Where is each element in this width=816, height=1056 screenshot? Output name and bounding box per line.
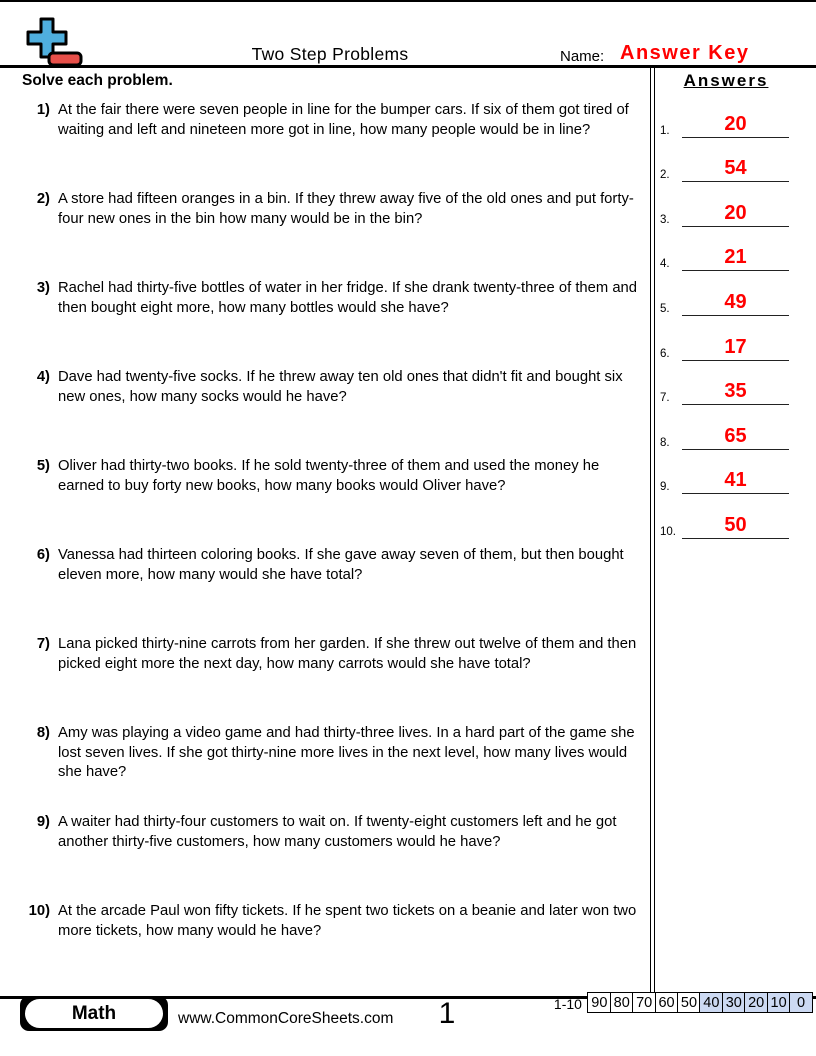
score-cell: 90 xyxy=(587,992,611,1013)
page-title: Two Step Problems xyxy=(251,44,409,64)
answer-value: 65 xyxy=(682,425,789,450)
answer-number: 2. xyxy=(660,169,670,181)
problem-text: A waiter had thirty-four customers to wait on. If twenty-eight customers left and he got another thirty-five customers, how many customers would he have? xyxy=(58,814,617,850)
answer-value: 20 xyxy=(682,113,789,138)
answer-number: 5. xyxy=(660,303,670,315)
answer-row xyxy=(656,508,796,539)
problem-text: Amy was playing a video game and had thirty-three lives. In a hard part of the game she lost seven lives. If she got thirty-nine more lives in the next level, how many lives would she have? xyxy=(58,725,635,781)
problem-item xyxy=(28,190,646,229)
answer-value: 49 xyxy=(682,291,789,316)
problem-item xyxy=(28,457,646,496)
answers-column-divider xyxy=(650,66,655,993)
answer-number: 10. xyxy=(660,526,676,538)
answer-number: 7. xyxy=(660,392,670,404)
answer-value: 35 xyxy=(682,380,789,405)
score-cell: 80 xyxy=(610,992,634,1013)
problem-item xyxy=(28,635,646,674)
answer-row xyxy=(656,285,796,316)
score-cell: 10 xyxy=(767,992,791,1013)
problem-text: At the arcade Paul won fifty tickets. If he spent two tickets on a beanie and later won two more tickets, how many would he have? xyxy=(58,903,637,939)
page-number: 1 xyxy=(438,997,456,1030)
problem-number: 9) xyxy=(36,814,50,830)
problem-item xyxy=(28,546,646,585)
answer-number: 8. xyxy=(660,437,670,449)
answer-row xyxy=(656,419,796,450)
score-cell: 40 xyxy=(699,992,723,1013)
answer-value: 20 xyxy=(682,202,789,227)
problem-text: Oliver had thirty-two books. If he sold twenty-three of them and used the money he earned to buy forty new books, how many books would Oliver have? xyxy=(58,458,600,494)
answer-row xyxy=(656,374,796,405)
problem-text: Vanessa had thirteen coloring books. If she gave away seven of them, but then bought eleven more, how many would she have total? xyxy=(58,547,624,583)
answer-value: 21 xyxy=(682,246,789,271)
score-range-label: 1-10 xyxy=(553,996,582,1012)
answer-value: 41 xyxy=(682,469,789,494)
header-divider xyxy=(0,65,816,68)
problem-text: At the fair there were seven people in line for the bumper cars. If six of them got tired of waiting and left and nineteen more got in line, how many people would be in line? xyxy=(58,102,629,138)
problem-item xyxy=(28,724,646,783)
subject-badge xyxy=(20,996,168,1031)
problem-text: A store had fifteen oranges in a bin. If they threw away five of the old ones and put forty-four new ones in the bin how many would be in the bin? xyxy=(58,191,634,227)
name-label: Name: xyxy=(560,48,605,65)
answer-row xyxy=(656,463,796,494)
problem-item xyxy=(28,279,646,318)
problem-number: 1) xyxy=(36,102,50,118)
problem-number: 2) xyxy=(36,191,50,207)
problem-number: 6) xyxy=(36,547,50,563)
problem-number: 4) xyxy=(36,369,50,385)
score-cell: 0 xyxy=(789,992,813,1013)
answers-header: Answers xyxy=(683,71,769,90)
answer-number: 6. xyxy=(660,348,670,360)
answer-key-label: Answer Key xyxy=(620,42,750,64)
problem-number: 10) xyxy=(28,903,50,919)
answer-row xyxy=(656,240,796,271)
answer-value: 17 xyxy=(682,336,789,361)
problem-number: 3) xyxy=(36,280,50,296)
answer-value: 54 xyxy=(682,157,789,182)
page-top-border xyxy=(0,0,816,2)
answer-row xyxy=(656,330,796,361)
score-table xyxy=(554,992,813,1013)
answer-value: 50 xyxy=(682,514,789,539)
problem-number: 8) xyxy=(36,725,50,741)
subject-label: Math xyxy=(25,999,163,1028)
score-cell: 30 xyxy=(722,992,746,1013)
score-cell: 20 xyxy=(744,992,768,1013)
problem-number: 7) xyxy=(36,636,50,652)
problem-item xyxy=(28,368,646,407)
answer-row xyxy=(656,107,796,138)
answer-number: 4. xyxy=(660,258,670,270)
problem-number: 5) xyxy=(36,458,50,474)
problem-item xyxy=(28,101,646,140)
answer-row xyxy=(656,151,796,182)
website-url: www.CommonCoreSheets.com xyxy=(178,1010,394,1027)
problem-text: Rachel had thirty-five bottles of water in her fridge. If she drank twenty-three of them and then bought eight more, how many bottles would she have? xyxy=(58,280,638,316)
problem-item xyxy=(28,813,646,852)
answer-number: 3. xyxy=(660,214,670,226)
problem-text: Lana picked thirty-nine carrots from her garden. If she threw out twelve of them and then picked eight more the next day, how many carrots would she have total? xyxy=(58,636,637,672)
score-cell: 60 xyxy=(655,992,679,1013)
score-cell: 50 xyxy=(677,992,701,1013)
problem-item xyxy=(28,902,646,941)
answer-row xyxy=(656,196,796,227)
answer-number: 9. xyxy=(660,481,670,493)
score-cell: 70 xyxy=(632,992,656,1013)
answer-number: 1. xyxy=(660,125,670,137)
instruction-text: Solve each problem. xyxy=(22,72,173,89)
problem-text: Dave had twenty-five socks. If he threw away ten old ones that didn't fit and bought six new ones, how many socks would he have? xyxy=(58,369,623,405)
